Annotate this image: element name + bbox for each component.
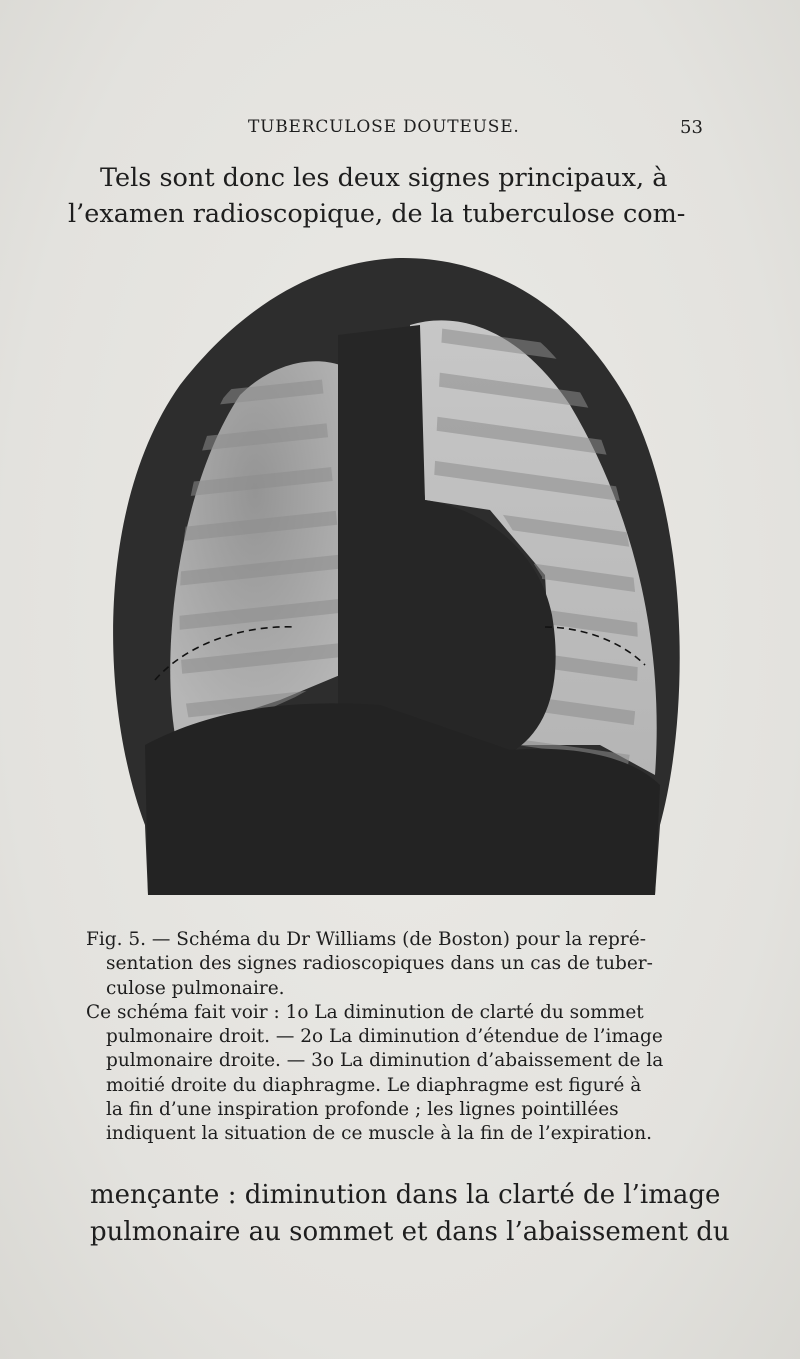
text-line: Tels sont donc les deux signes principaux, à <box>100 163 668 193</box>
text-line: mençante : diminution dans la clarté de l’image <box>90 1180 721 1210</box>
caption-line: la fin d’une inspiration profonde ; les lignes pointillées <box>106 1099 619 1121</box>
text-line: pulmonaire au sommet et dans l’abaissement du <box>90 1217 730 1247</box>
thorax-illustration <box>100 255 685 905</box>
caption-line: pulmonaire droite. — 3o La diminution d’abaissement de la <box>106 1050 664 1072</box>
caption-line: Fig. 5. — Schéma du Dr Williams (de Boston) pour la repré- <box>86 929 646 950</box>
caption-line: moitié droite du diaphragme. Le diaphragme est figuré à <box>106 1074 642 1096</box>
caption-line: Ce schéma fait voir : 1o La diminution de clarté du sommet <box>86 1001 644 1023</box>
caption-line: sentation des signes radioscopiques dans un cas de tuber- <box>106 953 653 975</box>
running-title: TUBERCULOSE DOUTEUSE. <box>248 117 520 137</box>
radioscopic-schema-figure <box>100 255 685 905</box>
figure-caption <box>86 928 726 1147</box>
text-line: l’examen radioscopique, de la tuberculose com- <box>68 199 686 229</box>
caption-line: culose pulmonaire. <box>106 977 285 999</box>
paragraph-bottom <box>90 1177 730 1251</box>
paragraph-top <box>68 160 712 232</box>
caption-line: pulmonaire droit. — 2o La diminution d’étendue de l’image <box>106 1026 663 1048</box>
running-head <box>0 117 800 141</box>
caption-line: indiquent la situation de ce muscle à la fin de l’expiration. <box>106 1123 652 1145</box>
page-number: 53 <box>680 117 703 138</box>
